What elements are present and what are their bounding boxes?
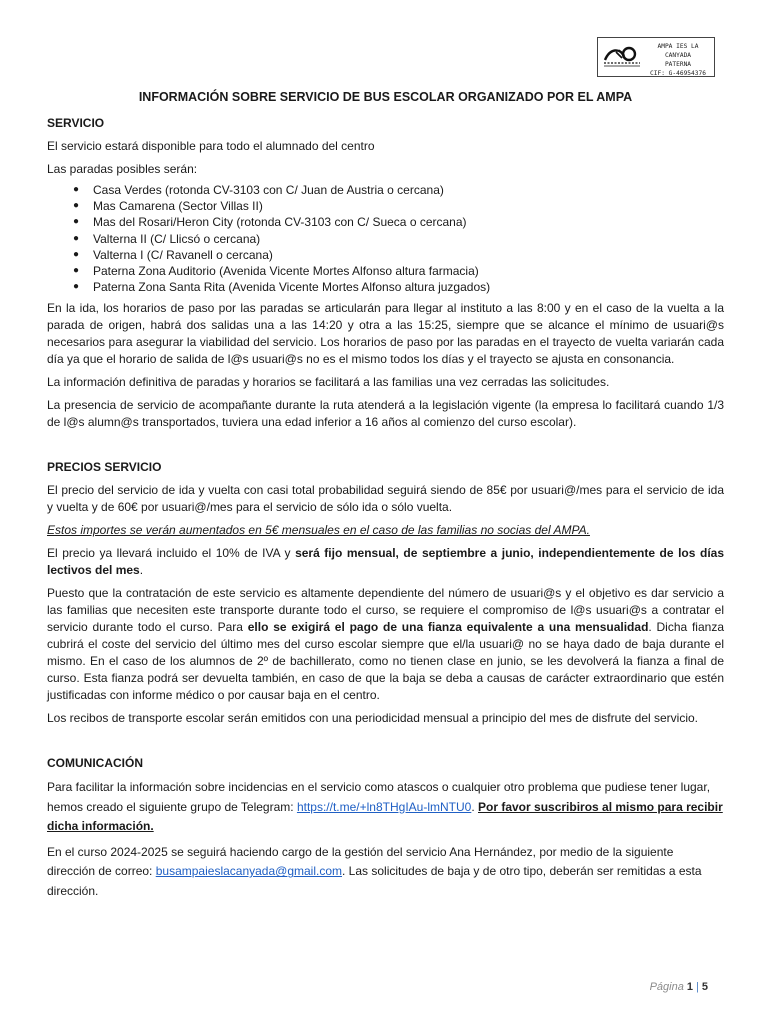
comunicacion-paragraph-2 <box>47 843 724 902</box>
bullet-icon: ● <box>73 248 80 260</box>
servicio-paragraph-1: El servicio estará disponible para todo el alumnado del centro <box>47 139 375 153</box>
logo-line-3: CIF: G-46954376 <box>650 70 706 77</box>
list-item <box>73 231 724 247</box>
section-heading-precios: PRECIOS SERVICIO <box>47 460 162 475</box>
stops-list <box>47 182 724 295</box>
page-separator: | <box>696 981 699 993</box>
list-item <box>73 247 724 263</box>
precios-paragraph-1: El precio del servicio de ida y vuelta con casi total probabilidad seguirá siendo de 85€ por usuari@/mes para el servicio de ida y vuelta y de 60€ por usuari@/mes para el servicio de sólo ida o sólo vuelta. <box>47 483 724 515</box>
page-footer <box>650 981 708 993</box>
document-title: INFORMACIÓN SOBRE SERVICIO DE BUS ESCOLAR ORGANIZADO POR EL AMPA <box>138 90 633 104</box>
comunicacion-p1-bold: Por favor suscribiros al mismo para recibir dicha información. <box>47 799 723 834</box>
precios-p4-text: Puesto que la contratación de este servicio es altamente dependiente del número de usuari@s y el objetivo es dar servicio a las familias que necesiten este transporte durante todo el curso, se requiere el compromiso de l@s usuari@s a contratar el servicio durante todo el curso. Para <box>47 586 724 635</box>
bullet-icon: ● <box>73 216 80 228</box>
list-item <box>73 182 724 198</box>
comunicacion-p1-sep: . <box>471 799 478 814</box>
list-item <box>73 263 724 279</box>
servicio-paragraph-2: Las paradas posibles serán: <box>47 162 198 176</box>
bullet-icon: ● <box>73 281 80 293</box>
logo-line-1: AMPA IES LA CANYADA <box>657 43 699 59</box>
email-link[interactable]: busampaieslacanyada@gmail.com <box>155 864 343 879</box>
logo-line-2: PATERNA <box>664 61 692 68</box>
section-spacer <box>47 437 724 459</box>
precios-p3-end: . <box>139 563 144 578</box>
comunicacion-p1-text: Para facilitar la información sobre incidencias en el servicio como atascos o cualquier otro problema que pudiese tener lugar, hemos creado el siguiente grupo de Telegram: <box>47 780 711 814</box>
precios-p4-bold: ello se exigirá el pago de una fianza equivalente a una mensualidad <box>247 620 649 635</box>
servicio-paragraph-5: La presencia de servicio de acompañante durante la ruta atenderá a la legislación vigente (la empresa lo facilitará cuando 1/3 de l@s alumn@s transportados, tuviera una edad inferior a 16 años al comienzo del curso escolar). <box>47 398 724 430</box>
precios-p4-end: . Dicha fianza cubrirá el coste del servicio del último mes del curso escolar siempre que el/la usuari@ no se haya dado de baja durante el mismo. En el caso de los alumnos de 2º de bachillerato, como no tienen clase en junio, se les devolverá la fianza a final de curso. Esta fianza podrá ser devuelta también, en caso de que la baja se deba a causas de carácter extraordinario que estén justificadas con informe médico o por causar baja en el centro. <box>47 620 724 703</box>
servicio-paragraph-4: La información definitiva de paradas y horarios se facilitará a las familias una vez cerradas las solicitudes. <box>47 375 610 390</box>
precios-p3-text: El precio ya llevará incluido el 10% de IVA y <box>47 546 296 561</box>
section-heading-servicio: SERVICIO <box>47 116 105 130</box>
bus-logo-icon <box>602 42 642 70</box>
precios-p3-bold: será fijo mensual, de septiembre a junio, independientemente de los días lectivos del mes <box>47 546 724 578</box>
document-content <box>47 89 724 907</box>
ampa-logo <box>597 37 715 77</box>
stop-label: Valterna II (C/ Llicsó o cercana) <box>93 231 261 246</box>
stop-label: Paterna Zona Santa Rita (Avenida Vicente Mortes Alfonso altura juzgados) <box>93 280 491 295</box>
comunicacion-paragraph-1 <box>47 778 724 837</box>
precios-paragraph-2: Estos importes se verán aumentados en 5€ mensuales en el caso de las familias no socias del AMPA. <box>47 523 590 538</box>
stop-label: Casa Verdes (rotonda CV-3103 con C/ Juan de Austria o cercana) <box>93 183 444 197</box>
bullet-icon: ● <box>73 265 80 277</box>
stop-label: Mas del Rosari/Heron City (rotonda CV-3103 con C/ Sueca o cercana) <box>93 215 467 230</box>
bullet-icon: ● <box>73 232 80 244</box>
page-total: 5 <box>701 981 708 993</box>
precios-paragraph-5: Los recibos de transporte escolar serán emitidos con una periodicidad mensual a principio del mes de disfrute del servicio. <box>47 711 699 726</box>
stop-label: Mas Camarena (Sector Villas II) <box>93 199 263 214</box>
page-current: 1 <box>686 981 694 993</box>
list-item <box>73 198 724 214</box>
bullet-icon: ● <box>73 184 80 195</box>
logo-text <box>644 42 712 78</box>
section-heading-comunicacion: COMUNICACIÓN <box>47 756 143 771</box>
comunicacion-p2-text: En el curso 2024-2025 se seguirá haciendo cargo de la gestión del servicio Ana Hernández, por medio de la siguiente dirección de correo: <box>47 844 674 879</box>
bullet-icon: ● <box>73 200 80 212</box>
comunicacion-section <box>47 755 724 901</box>
precios-paragraph-4 <box>47 585 724 704</box>
page-label: Página <box>649 981 684 993</box>
servicio-paragraph-3: En la ida, los horarios de paso por las paradas se articularán para llegar al instituto a las 8:00 y en el caso de la vuelta a la parada de origen, habrá dos salidas una a las 14:20 y otra a las 15:25, siempre que se alcance el mínimo de usuari@s necesarios para asegurar la viabilidad del servicio. Los horarios de paso por las paradas en el trayecto de vuelta variarán cada día ya que el horario de salida de l@s usuari@s no es el mismo todos los días y el trayecto se ajusta en consonancia. <box>47 301 724 367</box>
precios-paragraph-3 <box>47 545 724 579</box>
stop-label: Paterna Zona Auditorio (Avenida Vicente Mortes Alfonso altura farmacia) <box>93 264 479 279</box>
comunicacion-p2-end: . Las solicitudes de baja y de otro tipo, deberán ser remitidas a esta dirección. <box>47 864 702 898</box>
stop-label: Valterna I (C/ Ravanell o cercana) <box>93 247 273 262</box>
section-spacer <box>47 733 724 755</box>
list-item <box>73 279 724 295</box>
telegram-link[interactable]: https://t.me/+ln8THgIAu-lmNTU0 <box>296 799 472 814</box>
list-item <box>73 214 724 230</box>
